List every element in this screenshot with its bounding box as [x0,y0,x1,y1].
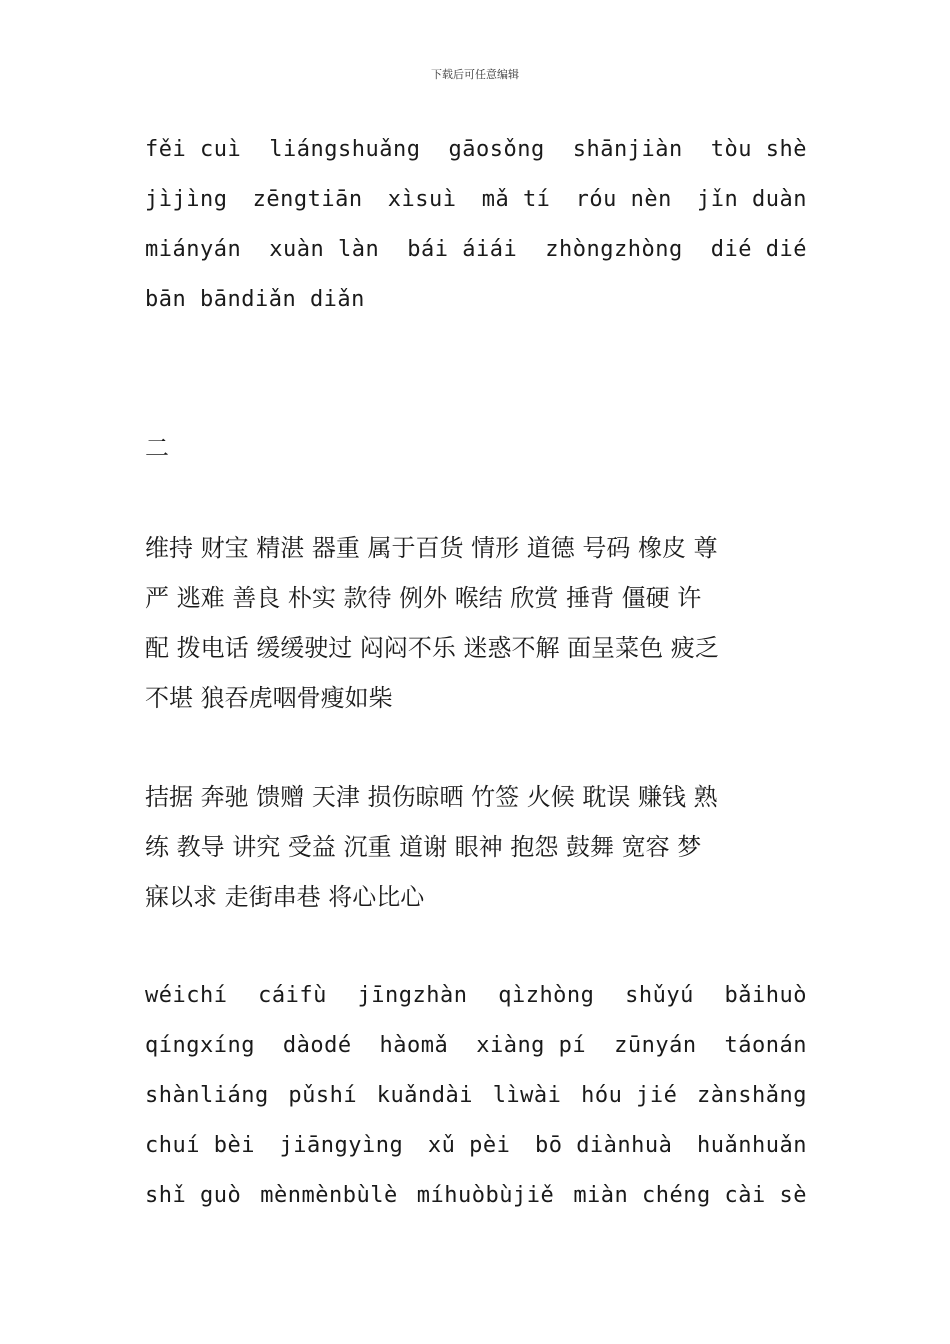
pinyin-word: wéichí [145,983,228,1008]
pinyin-word: mènmènbùlè [260,1183,398,1208]
hanzi-line: 不堪 狼吞虎咽骨瘦如柴 [145,684,393,712]
pinyin-word: shǔyú [625,983,694,1008]
pinyin-word: bái áiái [407,237,518,262]
pinyin-line [145,225,807,275]
pinyin-word: bān bāndiǎn diǎn [145,287,365,312]
pinyin-word: táonán [724,1033,807,1058]
hanzi-line: 练 教导 讲究 受益 沉重 道谢 眼神 抱怨 鼓舞 宽容 梦 [145,833,702,861]
page-header: 下载后可任意编辑 [431,68,519,81]
pinyin-word: hóu jié [581,1083,678,1108]
pinyin-line [145,1171,807,1221]
pinyin-word: bō diànhuà [534,1133,673,1158]
pinyin-word: jìjìng [145,187,228,212]
section-heading: 二 [145,434,169,462]
pinyin-word: róu nèn [575,187,672,212]
pinyin-word: shǐ guò [145,1183,242,1208]
pinyin-word: pǔshí [288,1083,358,1108]
pinyin-word: bǎihuò [724,983,807,1008]
pinyin-word: shānjiàn [572,137,683,162]
hanzi-block-2 [145,772,807,922]
pinyin-word: huǎnhuǎn [697,1133,807,1158]
pinyin-word: qíngxíng [145,1033,255,1058]
pinyin-line [145,275,807,325]
pinyin-word: gāosǒng [448,137,545,162]
pinyin-line [145,1021,807,1071]
pinyin-word: fěi cuì [145,137,242,162]
pinyin-word: mǎ tí [481,187,551,212]
pinyin-word: miányán [145,237,242,262]
pinyin-word: xiàng pí [476,1033,587,1058]
pinyin-word: dié dié [710,237,807,262]
pinyin-line [145,971,807,1021]
pinyin-word: jiāngyìng [279,1133,404,1158]
pinyin-word: míhuòbùjiě [416,1183,555,1208]
pinyin-block-2 [145,971,807,1221]
pinyin-word: miàn chéng cài sè [573,1183,807,1208]
hanzi-block-1 [145,523,807,723]
pinyin-word: cáifù [258,983,327,1008]
pinyin-word: shànliáng [145,1083,269,1108]
pinyin-word: tòu shè [710,137,807,162]
pinyin-word: zhòngzhòng [545,237,683,262]
pinyin-word: kuǎndài [376,1083,474,1108]
pinyin-word: jīngzhàn [357,983,468,1008]
pinyin-word: hàomǎ [379,1033,449,1058]
pinyin-line [145,1121,807,1171]
hanzi-line: 寐以求 走街串巷 将心比心 [145,883,425,911]
pinyin-line [145,1071,807,1121]
pinyin-word: zànshǎng [696,1083,807,1108]
pinyin-block-1 [145,125,807,325]
pinyin-word: dàodé [282,1033,352,1058]
pinyin-word: jǐn duàn [697,187,807,212]
pinyin-word: liángshuǎng [269,137,421,162]
pinyin-word: lìwài [492,1083,562,1108]
hanzi-line: 配 拨电话 缓缓驶过 闷闷不乐 迷惑不解 面呈菜色 疲乏 [145,634,719,662]
pinyin-word: zēngtiān [252,187,363,212]
pinyin-word: xuàn làn [269,237,380,262]
pinyin-line [145,175,807,225]
hanzi-line: 严 逃难 善良 朴实 款待 例外 喉结 欣赏 捶背 僵硬 许 [145,584,702,612]
pinyin-word: qìzhòng [498,983,595,1008]
pinyin-line [145,125,807,175]
hanzi-line: 拮据 奔驰 馈赠 天津 损伤晾晒 竹签 火候 耽误 赚钱 熟 [145,783,718,811]
hanzi-line: 维持 财宝 精湛 器重 属于百货 情形 道德 号码 橡皮 尊 [145,534,718,562]
pinyin-word: zūnyán [614,1033,697,1058]
pinyin-word: xìsuì [387,187,457,212]
pinyin-word: xǔ pèi [427,1133,511,1158]
pinyin-word: chuí bèi [145,1133,255,1158]
